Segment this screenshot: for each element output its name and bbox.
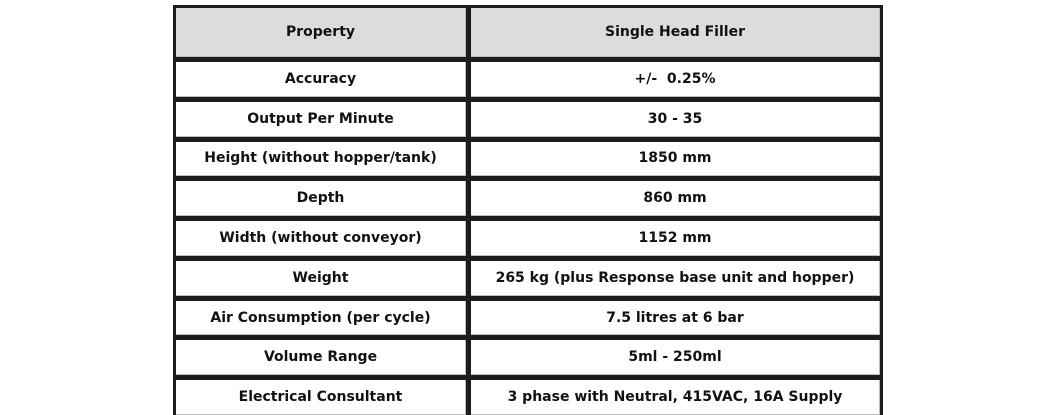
row-accuracy-value: +/- 0.25% <box>471 62 880 97</box>
row-weight-value: 265 kg (plus Response base unit and hopper) <box>471 261 880 296</box>
row-volume-value: 5ml - 250ml <box>471 340 880 375</box>
row-depth-value: 860 mm <box>471 181 880 216</box>
row-height-value: 1850 mm <box>471 142 880 177</box>
row-width-value: 1152 mm <box>471 221 880 256</box>
header-single-head-filler: Single Head Filler <box>471 8 880 57</box>
row-air-property: Air Consumption (per cycle) <box>176 301 466 336</box>
row-output-property: Output Per Minute <box>176 102 466 137</box>
row-width-property: Width (without conveyor) <box>176 221 466 256</box>
row-electrical-property: Electrical Consultant <box>176 380 466 415</box>
row-weight-property: Weight <box>176 261 466 296</box>
row-output-value: 30 - 35 <box>471 102 880 137</box>
row-height-property: Height (without hopper/tank) <box>176 142 466 177</box>
row-electrical-value: 3 phase with Neutral, 415VAC, 16A Supply <box>471 380 880 415</box>
row-accuracy-property: Accuracy <box>176 62 466 97</box>
row-air-value: 7.5 litres at 6 bar <box>471 301 880 336</box>
row-depth-property: Depth <box>176 181 466 216</box>
row-volume-property: Volume Range <box>176 340 466 375</box>
header-property: Property <box>176 8 466 57</box>
spec-table <box>173 5 883 415</box>
